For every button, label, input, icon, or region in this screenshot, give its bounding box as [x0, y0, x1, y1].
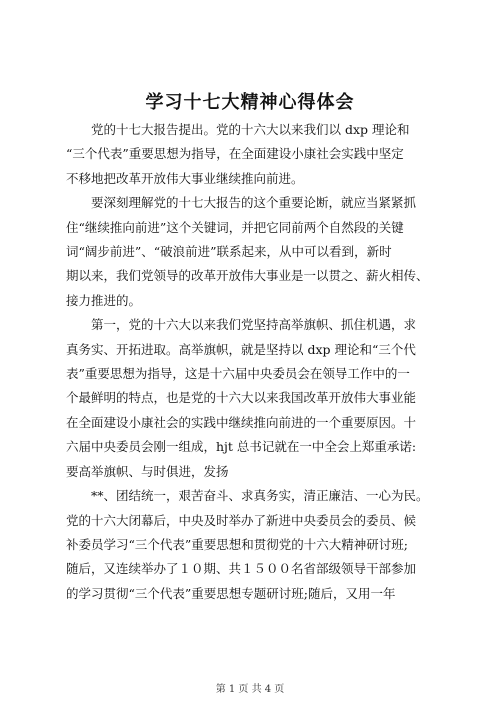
text-line: 在全面建设小康社会的实践中继续推向前进的一个重要原因。十 [66, 414, 417, 430]
text-line: “三个代表”重要思想为指导，在全面建设小康社会实践中坚定 [66, 146, 404, 162]
text-line: 不移地把改革开放伟大事业继续推向前进。 [66, 170, 304, 186]
text-line: 补委员学习“三个代表”重要思想和贯彻党的十六大精神研讨班; [66, 536, 408, 552]
paragraph [66, 484, 438, 606]
text-line: 的学习贯彻“三个代表”重要思想专题研讨班;随后，又用一年 [66, 585, 396, 601]
text-line: 期以来，我们党领导的改革开放伟大事业是一以贯之、薪火相传、 [66, 268, 429, 284]
text-line: 个最鲜明的特点，也是党的十六大以来我国改革开放伟大事业能 [66, 390, 417, 406]
text-line: 表”重要思想为指导，这是十六届中央委员会在领导工作中的一 [66, 366, 410, 382]
text-line: 真务实、开拓进取。高举旗帜，就是坚持以 dxp 理论和“三个代 [66, 341, 416, 357]
text-line: 党的十六大闭幕后，中央及时举办了新进中央委员会的委员、候 [66, 512, 417, 528]
document-body [66, 118, 438, 606]
text-line: **、团结统一，艰苦奋斗、求真务实，清正廉洁、一心为民。 [66, 488, 429, 504]
page-footer: 第 1 页 共 4 页 [215, 684, 285, 695]
paragraph [66, 191, 438, 313]
text-line: 词“阔步前进”、“破浪前进”联系起来，从中可以看到，新时 [66, 244, 392, 260]
text-line: 随后，又连续举办了１０期、共１５００名省部级领导干部参加 [66, 561, 417, 577]
text-line: 接力推进的。 [66, 292, 142, 308]
document-title: 学习十七大精神心得体会 [145, 92, 355, 113]
text-line: 要深刻理解党的十七大报告的这个重要论断，就应当紧紧抓 [66, 195, 417, 211]
text-line: 住“继续推向前进”这个关键词，并把它同前两个自然段的关键 [66, 219, 404, 235]
text-line: 党的十七大报告提出。党的十六大以来我们以 dxp 理论和 [66, 122, 410, 137]
text-line: 要高举旗帜、与时俱进，发扬 [66, 463, 229, 479]
text-line: 第一，党的十六大以来我们党坚持高举旗帜、抓住机遇，求 [66, 317, 417, 333]
text-line: 六届中央委员会刚一组成，hjt 总书记就在一中全会上郑重承诺: [66, 439, 417, 455]
paragraph [66, 118, 438, 191]
paragraph [66, 313, 438, 484]
